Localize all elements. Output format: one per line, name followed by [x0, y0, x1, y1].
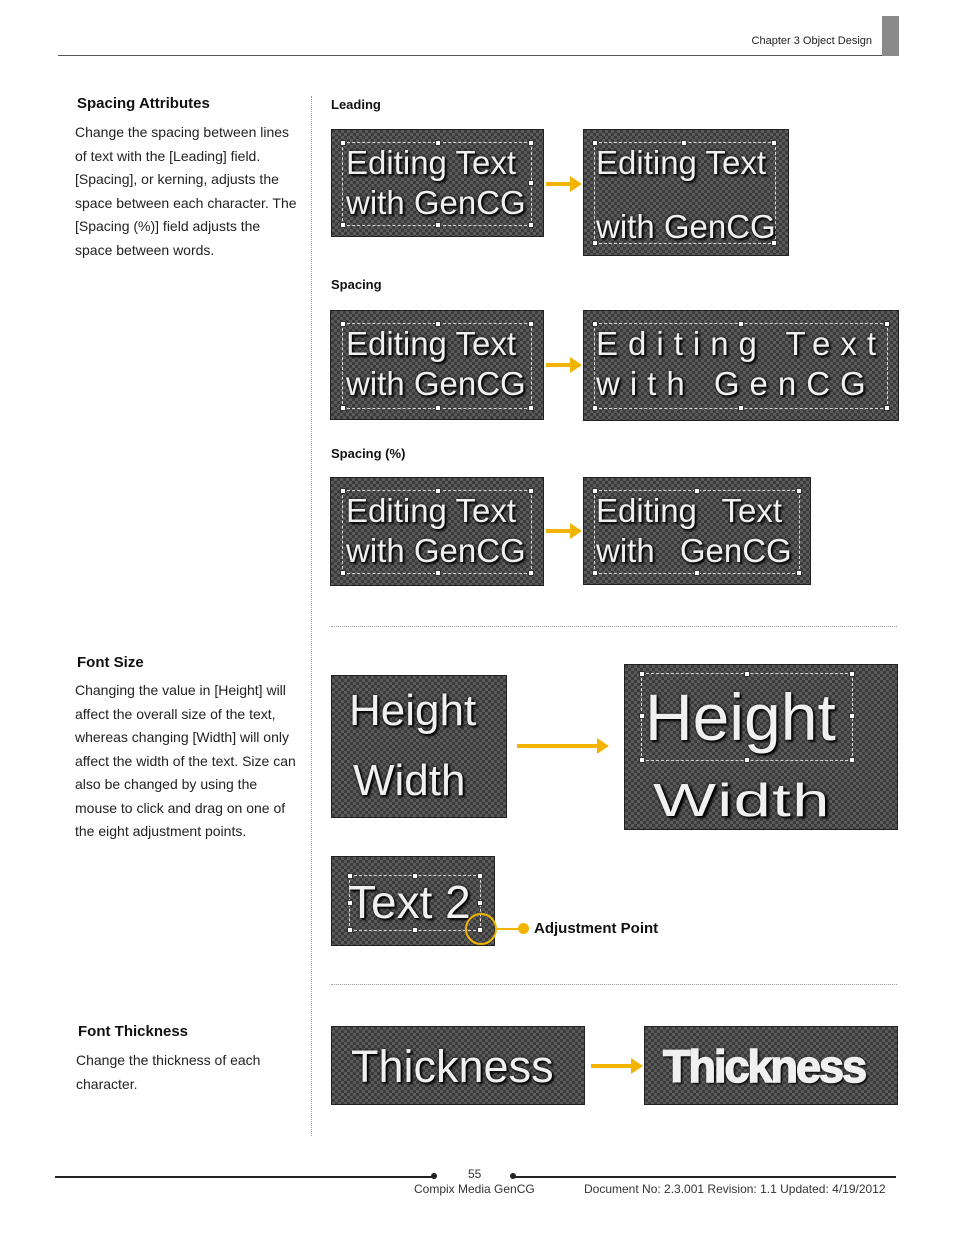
adjustment-handle — [435, 222, 441, 228]
page-number: 55 — [468, 1167, 482, 1181]
demo-text-line2: with GenCG — [596, 208, 776, 245]
adjustment-handle — [528, 570, 534, 576]
adjustment-point-highlight-icon — [465, 913, 497, 945]
adjustment-handle — [849, 713, 855, 719]
arrow-right-icon — [546, 182, 572, 186]
demo-text-line1: Editing Text — [596, 144, 766, 181]
adjustment-handle — [744, 757, 750, 763]
demo-width-text: Width — [653, 774, 831, 826]
footer-product: Compix Media GenCG — [414, 1182, 535, 1196]
column-divider — [311, 96, 312, 1136]
adjustment-handle — [849, 671, 855, 677]
adjustment-handle — [528, 321, 534, 327]
adjustment-handle — [771, 140, 777, 146]
thickness-after-panel — [644, 1026, 898, 1105]
adjustment-handle — [592, 405, 598, 411]
spacing-after-panel — [583, 310, 899, 421]
adjustment-handle — [796, 488, 802, 494]
font-size-after-panel — [624, 664, 898, 830]
adjustment-handle — [639, 757, 645, 763]
adjustment-point-label: Adjustment Point — [534, 920, 659, 937]
adjustment-handle — [528, 488, 534, 494]
adjustment-handle — [340, 405, 346, 411]
demo-text-line1: Editing Text — [596, 325, 886, 362]
adjustment-handle — [477, 900, 483, 906]
font-size-title: Font Size — [77, 654, 144, 671]
adjustment-handle — [435, 570, 441, 576]
demo-text-line1: Editing Text — [596, 492, 782, 529]
font-size-body: Changing the value in [Height] will affect the overall size of the text, whereas changing [Width] will only affect the width of the text. Size can also be changed by using the mouse to click and drag on one of the eight adjustment points. — [75, 682, 296, 839]
adjustment-handle — [477, 873, 483, 879]
adjustment-handle — [435, 405, 441, 411]
spacing-attributes-body: Change the spacing between lines of text with the [Leading] field. [Spacing], or kerning, adjusts the space between each character. The [Spacing (%)] field adjusts the space between words. — [75, 124, 297, 258]
footer-doc-info: Document No: 2.3.001 Revision: 1.1 Updated: 4/19/2012 — [584, 1182, 886, 1196]
demo-width-text: Width — [353, 756, 466, 805]
leading-before-panel — [331, 129, 544, 237]
arrow-right-icon — [546, 363, 572, 367]
demo-text2: Text 2 — [348, 876, 471, 928]
demo-height-text: Height — [645, 680, 836, 754]
adjustment-handle — [849, 757, 855, 763]
callout-line — [496, 928, 520, 930]
font-thickness-title: Font Thickness — [78, 1023, 189, 1040]
demo-text-line2: with GenCG — [346, 184, 526, 221]
demo-text-line1: Editing Text — [346, 144, 516, 181]
adjustment-handle — [340, 222, 346, 228]
section-divider — [331, 984, 897, 985]
demo-thickness-text: Thickness — [663, 1041, 866, 1092]
font-thickness-body: Change the thickness of each character. — [76, 1052, 261, 1092]
thickness-before-panel — [331, 1026, 585, 1105]
demo-text-line2: with GenCG — [596, 532, 792, 569]
spacing-attributes-title: Spacing Attributes — [77, 95, 210, 112]
adjustment-handle — [639, 671, 645, 677]
arrow-right-icon — [546, 529, 572, 533]
chapter-title: Chapter 3 Object Design — [751, 35, 872, 47]
adjustment-handle — [694, 570, 700, 576]
adjustment-handle — [340, 570, 346, 576]
adjustment-handle — [592, 570, 598, 576]
demo-text-line2: with GenCG — [346, 365, 526, 402]
callout-dot-icon — [518, 923, 529, 934]
section-divider — [331, 626, 897, 627]
leading-after-panel — [583, 129, 789, 256]
arrow-right-icon — [591, 1064, 633, 1068]
demo-text-line1: Editing Text — [346, 325, 516, 362]
spacing-pct-before-panel — [330, 477, 544, 586]
footer-dot — [431, 1173, 437, 1179]
spacing-label: Spacing — [331, 277, 382, 292]
adjustment-handle — [796, 570, 802, 576]
adjustment-handle — [738, 405, 744, 411]
demo-thickness-text: Thickness — [351, 1041, 554, 1092]
demo-height-text: Height — [349, 686, 477, 735]
spacing-before-panel — [330, 310, 544, 420]
header-rule — [58, 55, 882, 56]
adjustment-handle — [744, 671, 750, 677]
font-size-before-panel — [331, 675, 507, 818]
chapter-tab — [882, 16, 899, 56]
demo-text-line2: with GenCG — [346, 532, 526, 569]
adjustment-handle — [528, 222, 534, 228]
demo-text-line2: with GenCG — [596, 365, 876, 402]
footer-rule-left — [55, 1176, 433, 1178]
adjustment-handle — [528, 180, 534, 186]
leading-label: Leading — [331, 97, 381, 112]
footer-rule-right — [514, 1176, 896, 1178]
adjustment-handle — [884, 405, 890, 411]
arrow-right-icon — [517, 744, 599, 748]
demo-text-line1: Editing Text — [346, 492, 516, 529]
adjustment-handle — [528, 405, 534, 411]
adjustment-handle — [528, 140, 534, 146]
spacing-pct-after-panel — [583, 477, 811, 585]
spacing-pct-label: Spacing (%) — [331, 446, 406, 461]
